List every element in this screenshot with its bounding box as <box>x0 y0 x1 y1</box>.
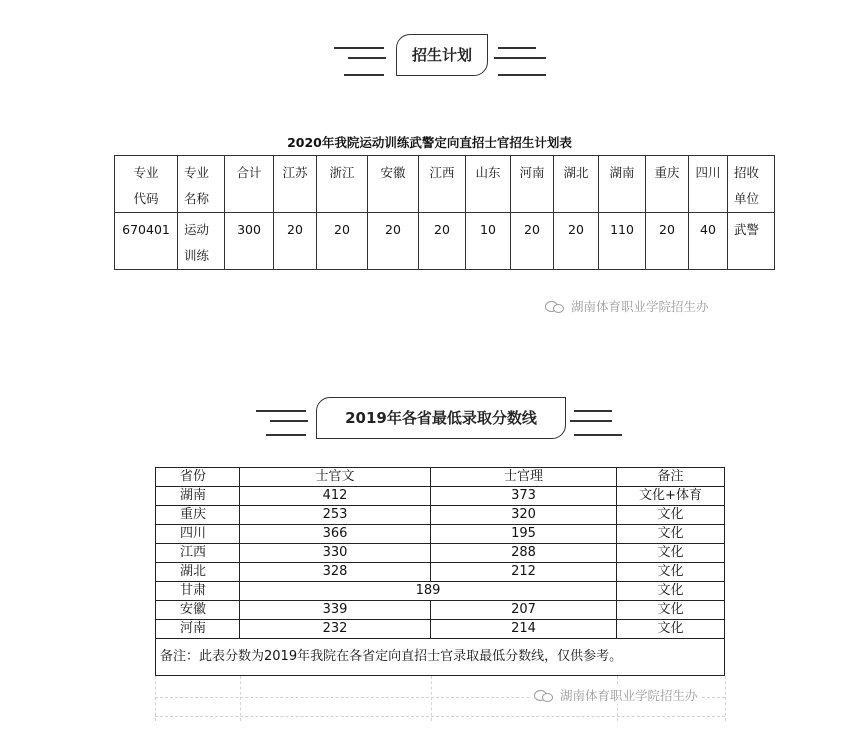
cell: 甘肃 <box>156 582 240 601</box>
header-cell: 山东 <box>466 156 511 213</box>
cell: 文化 <box>617 563 725 582</box>
cell: 湖南 <box>156 487 240 506</box>
header-cell: 省份 <box>156 468 240 487</box>
cell: 20 <box>511 213 554 270</box>
cell: 文化 <box>617 506 725 525</box>
header-cell: 重庆 <box>646 156 689 213</box>
header-cell: 专业 名称 <box>178 156 225 213</box>
cell: 运动 训练 <box>178 213 225 270</box>
cell: 重庆 <box>156 506 240 525</box>
gridline <box>155 676 156 721</box>
cell: 20 <box>274 213 317 270</box>
cell: 412 <box>240 487 431 506</box>
watermark-text: 湖南体育职业学院招生办 <box>560 688 698 703</box>
cell: 212 <box>431 563 617 582</box>
table-header-row <box>115 156 775 213</box>
section-header-scores <box>252 393 627 445</box>
cell: 320 <box>431 506 617 525</box>
cell: 20 <box>419 213 466 270</box>
table-row <box>156 620 725 639</box>
cell: 328 <box>240 563 431 582</box>
header-cell: 河南 <box>511 156 554 213</box>
table-note: 备注：此表分数为2019年我院在各省定向直招士官录取最低分数线，仅供参考。 <box>156 639 725 676</box>
cell: 253 <box>240 506 431 525</box>
cell: 110 <box>599 213 646 270</box>
cell: 文化 <box>617 525 725 544</box>
header-cell: 士官理 <box>431 468 617 487</box>
cell: 339 <box>240 601 431 620</box>
cell: 20 <box>368 213 419 270</box>
header-cell: 招收 单位 <box>728 156 775 213</box>
header-cell: 合计 <box>225 156 274 213</box>
cell: 文化 <box>617 620 725 639</box>
header-cell: 江西 <box>419 156 466 213</box>
watermark <box>530 686 702 704</box>
section-heading-scores: 2019年各省最低录取分数线 <box>316 397 566 439</box>
header-cell: 安徽 <box>368 156 419 213</box>
header-cell: 江苏 <box>274 156 317 213</box>
cell: 40 <box>689 213 728 270</box>
cell: 文化 <box>617 601 725 620</box>
cell: 江西 <box>156 544 240 563</box>
header-cell: 专业 代码 <box>115 156 178 213</box>
table-row <box>156 525 725 544</box>
enrollment-plan-table <box>114 155 775 270</box>
header-cell: 浙江 <box>317 156 368 213</box>
table-row <box>156 487 725 506</box>
cell: 武警 <box>728 213 775 270</box>
header-cell: 士官文 <box>240 468 431 487</box>
table-header-row <box>156 468 725 487</box>
cell: 湖北 <box>156 563 240 582</box>
header-cell: 备注 <box>617 468 725 487</box>
table-row <box>156 601 725 620</box>
header-cell: 湖北 <box>554 156 599 213</box>
cell: 670401 <box>115 213 178 270</box>
cell: 10 <box>466 213 511 270</box>
cell: 330 <box>240 544 431 563</box>
cell: 214 <box>431 620 617 639</box>
gridline <box>725 676 726 721</box>
wechat-icon <box>534 689 554 702</box>
table-note-row <box>156 639 725 676</box>
cell: 366 <box>240 525 431 544</box>
cell: 安徽 <box>156 601 240 620</box>
cell: 文化 <box>617 582 725 601</box>
gridline <box>431 676 432 721</box>
cell: 文化+体育 <box>617 487 725 506</box>
min-score-table <box>155 467 725 676</box>
cell: 20 <box>554 213 599 270</box>
cell: 288 <box>431 544 617 563</box>
cell: 河南 <box>156 620 240 639</box>
watermark-text: 湖南体育职业学院招生办 <box>571 299 709 314</box>
table-row <box>156 582 725 601</box>
cell: 300 <box>225 213 274 270</box>
cell: 20 <box>317 213 368 270</box>
section-heading-plan: 招生计划 <box>396 34 488 76</box>
cell: 四川 <box>156 525 240 544</box>
cell: 207 <box>431 601 617 620</box>
cell: 20 <box>646 213 689 270</box>
section-header-plan <box>330 30 550 82</box>
table-row <box>156 544 725 563</box>
gridline <box>240 676 241 721</box>
table-row <box>156 506 725 525</box>
table-row <box>115 213 775 270</box>
cell: 文化 <box>617 544 725 563</box>
plan-table-title: 2020年我院运动训练武警定向直招士官招生计划表 <box>287 135 572 150</box>
merged-score-cell: 189 <box>240 582 617 601</box>
table-row <box>156 563 725 582</box>
header-cell: 湖南 <box>599 156 646 213</box>
cell: 195 <box>431 525 617 544</box>
cell: 232 <box>240 620 431 639</box>
cell: 373 <box>431 487 617 506</box>
header-cell: 四川 <box>689 156 728 213</box>
wechat-icon <box>545 300 565 313</box>
watermark <box>545 297 709 315</box>
